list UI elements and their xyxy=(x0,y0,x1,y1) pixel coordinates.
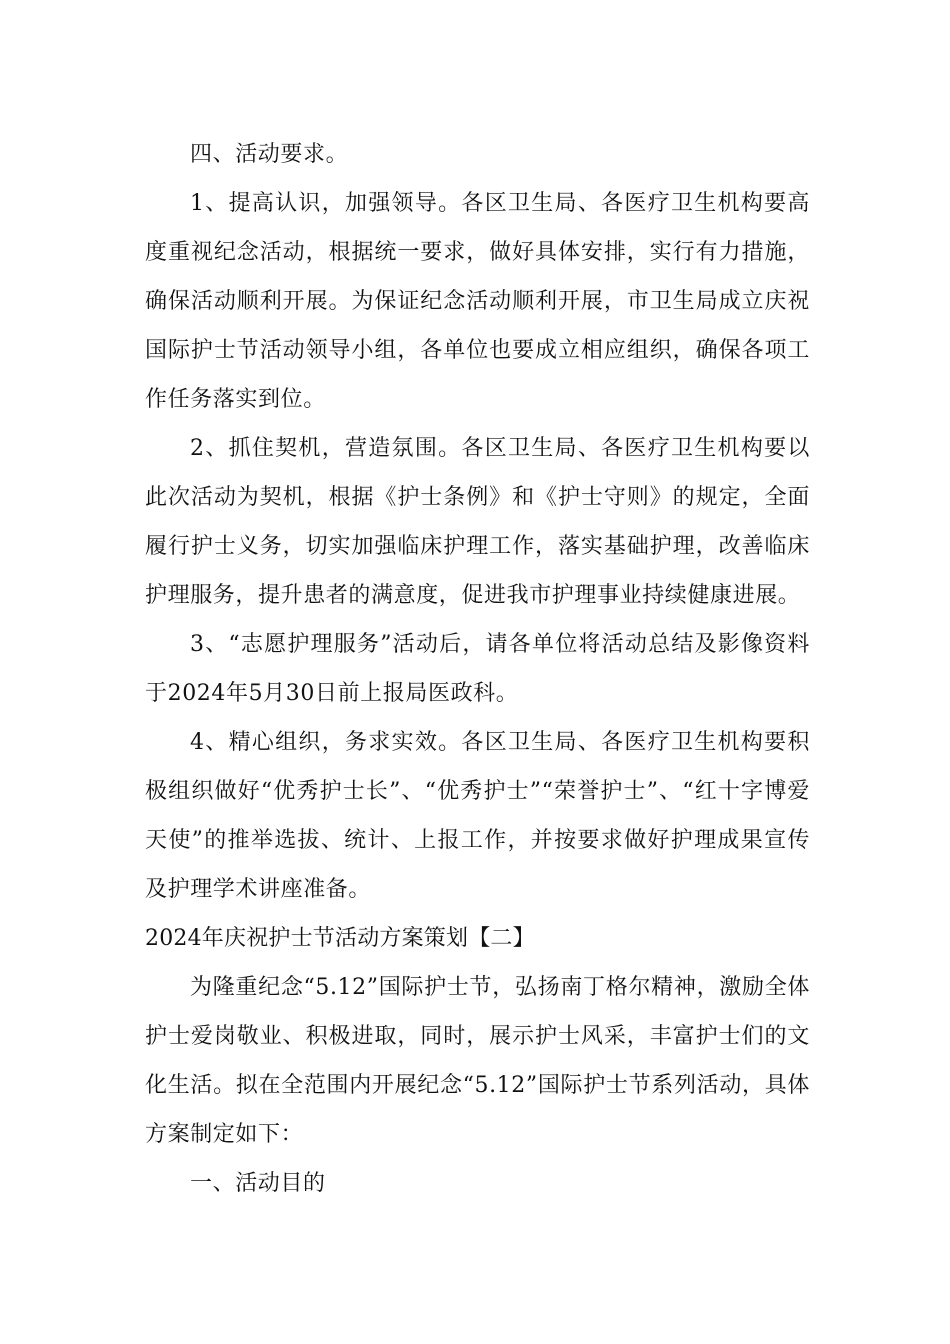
requirement-4-paragraph: 4、精心组织，务求实效。各区卫生局、各医疗卫生机构要积极组织做好“优秀护士长”、“优秀护士”“荣誉护士”、“红十字博爱天使”的推举选拔、统计、上报工作，并按要求做好护理成果宣传及护理学术讲座准备。 xyxy=(145,730,810,902)
intro-paragraph: 为隆重纪念“5.12”国际护士节，弘扬南丁格尔精神，激励全体护士爱岗敬业、积极进取，同时，展示护士风采，丰富护士们的文化生活。拟在全范围内开展纪念“5.12”国际护士节系列活动，具体方案制定如下： xyxy=(145,975,810,1147)
requirement-1-paragraph: 1、提高认识，加强领导。各区卫生局、各医疗卫生机构要高度重视纪念活动，根据统一要求，做好具体安排，实行有力措施，确保活动顺利开展。为保证纪念活动顺利开展，市卫生局成立庆祝国际护士节活动领导小组，各单位也要成立相应组织，确保各项工作任务落实到位。 xyxy=(145,191,810,412)
section-4-heading: 四、活动要求。 xyxy=(190,142,349,167)
requirement-3-paragraph: 3、“志愿护理服务”活动后，请各单位将活动总结及影像资料于2024年5月30日前上报局医政科。 xyxy=(145,632,810,706)
requirement-2-paragraph: 2、抓住契机，营造氛围。各区卫生局、各医疗卫生机构要以此次活动为契机，根据《护士条例》和《护士守则》的规定，全面履行护士义务，切实加强临床护理工作，落实基础护理，改善临床护理服务，提升患者的满意度，促进我市护理事业持续健康进展。 xyxy=(145,436,810,608)
plan-title: 2024年庆祝护士节活动方案策划【二】 xyxy=(145,926,535,951)
section-1-heading: 一、活动目的 xyxy=(190,1171,326,1196)
document-body xyxy=(145,130,810,1208)
